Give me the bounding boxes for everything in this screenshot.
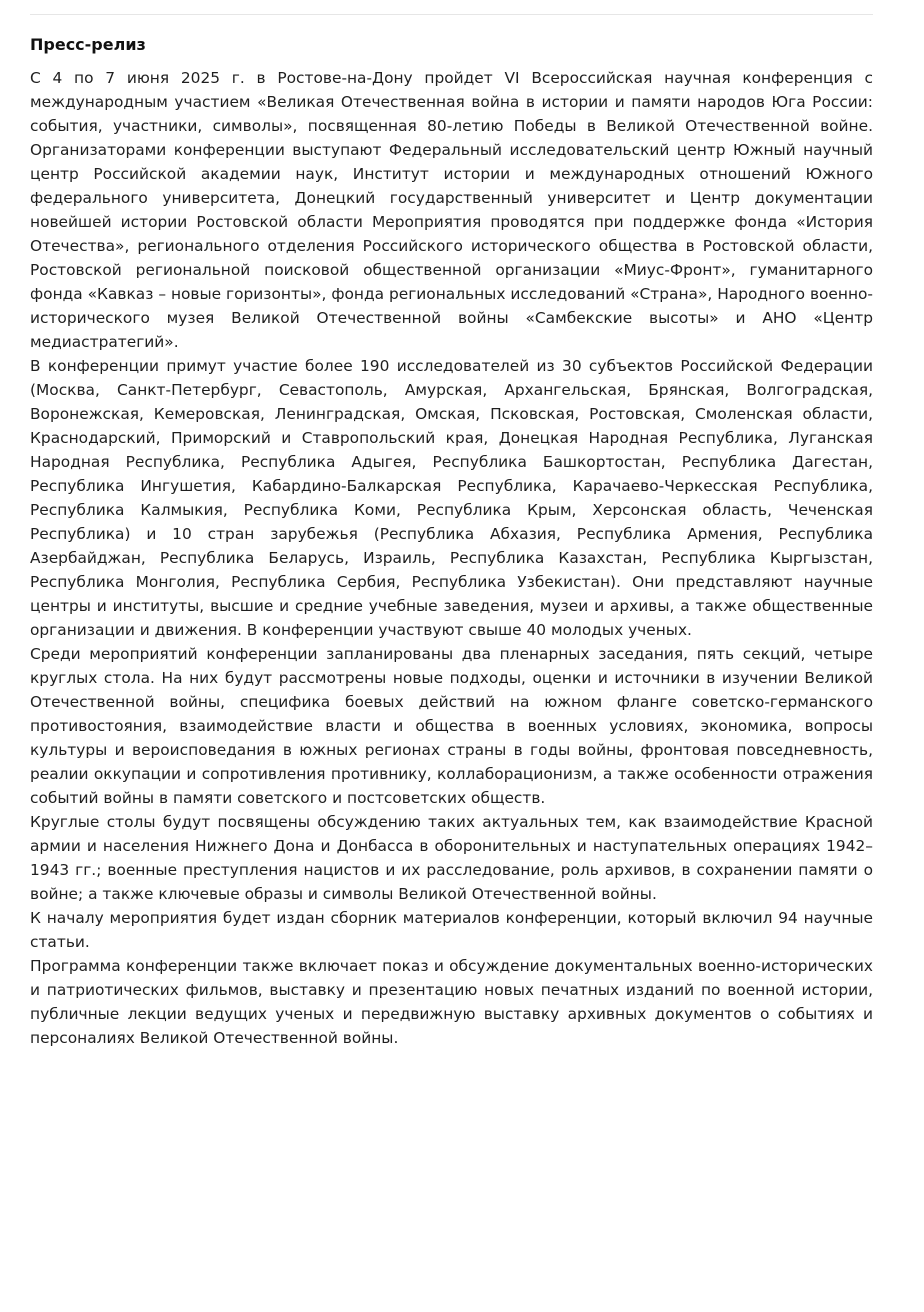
paragraph-events: Среди мероприятий конференции запланированы два пленарных заседания, пять секций, четыре круглых стола. На них будут рассмотрены новые подходы, оценки и источники в изучении Великой Отечественной войны, специфика боевых действий на южном фланге советско-германского противостояния, взаимодействие власти и общества в военных условиях, экономика, вопросы культуры и вероисповедания в южных регионах страны в годы войны, фронтовая повседневность, реалии оккупации и сопротивления противнику, коллаборационизм, а также особенности отражения событий войны в памяти советского и постсоветских обществ. xyxy=(30,645,873,807)
paragraph-conference-announcement: С 4 по 7 июня 2025 г. в Ростове-на-Дону пройдет VI Всероссийская научная конференция с международным участием «Великая Отечественная война в истории и памяти народов Юга России: события, участники, символы», посвященная 80-летию Победы в Великой Отечественной войне. Организаторами конференции выступают Федеральный исследовательский центр Южный научный центр Российской академии наук, Институт истории и международных отношений Южного федерального университета, Донецкий государственный университет и Центр документации новейшей истории Ростовской области Мероприятия проводятся при поддержке фонда «История Отечества», регионального отделения Российского исторического общества в Ростовской области, Ростовской региональной поисковой общественной организации «Миус-Фронт», гуманитарного фонда «Кавказ – новые горизонты», фонда региональных исследований «Страна», Народного военно-исторического музея Великой Отечественной войны «Самбекские высоты» и АНО «Центр медиастратегий». xyxy=(30,69,873,351)
press-release-article xyxy=(30,0,873,1050)
paragraph-participants: В конференции примут участие более 190 исследователей из 30 субъектов Российской Федерации (Москва, Санкт-Петербург, Севастополь, Амурская, Архангельская, Брянская, Волгоградская, Воронежская, Кемеровская, Ленинградская, Омская, Псковская, Ростовская, Смоленская области, Краснодарский, Приморский и Ставропольский края, Донецкая Народная Республика, Луганская Народная Республика, Республика Адыгея, Республика Башкортостан, Республика Дагестан, Республика Ингушетия, Кабардино-Балкарская Республика, Карачаево-Черкесская Республика, Республика Калмыкия, Республика Коми, Республика Крым, Херсонская область, Чеченская Республика) и 10 стран зарубежья (Республика Абхазия, Республика Армения, Республика Азербайджан, Республика Беларусь, Израиль, Республика Казахстан, Республика Кыргызстан, Республика Монголия, Республика Сербия, Республика Узбекистан). Они представляют научные центры и институты, высшие и средние учебные заведения, музеи и архивы, а также общественные организации и движения. В конференции участвуют свыше 40 молодых ученых. xyxy=(30,357,873,639)
article-title: Пресс-релиз xyxy=(30,35,146,54)
article-body xyxy=(30,66,873,1050)
top-divider xyxy=(30,14,873,15)
paragraph-proceedings: К началу мероприятия будет издан сборник материалов конференции, который включил 94 научные статьи. xyxy=(30,909,873,951)
paragraph-round-tables: Круглые столы будут посвящены обсуждению таких актуальных тем, как взаимодействие Красной армии и населения Нижнего Дона и Донбасса в оборонительных и наступательных операциях 1942–1943 гг.; военные преступления нацистов и их расследование, роль архивов, в сохранении памяти о войне; а также ключевые образы и символы Великой Отечественной войны. xyxy=(30,813,873,903)
paragraph-program: Программа конференции также включает показ и обсуждение документальных военно-исторических и патриотических фильмов, выставку и презентацию новых печатных изданий по военной истории, публичные лекции ведущих ученых и передвижную выставку архивных документов о событиях и персоналиях Великой Отечественной войны. xyxy=(30,957,873,1047)
